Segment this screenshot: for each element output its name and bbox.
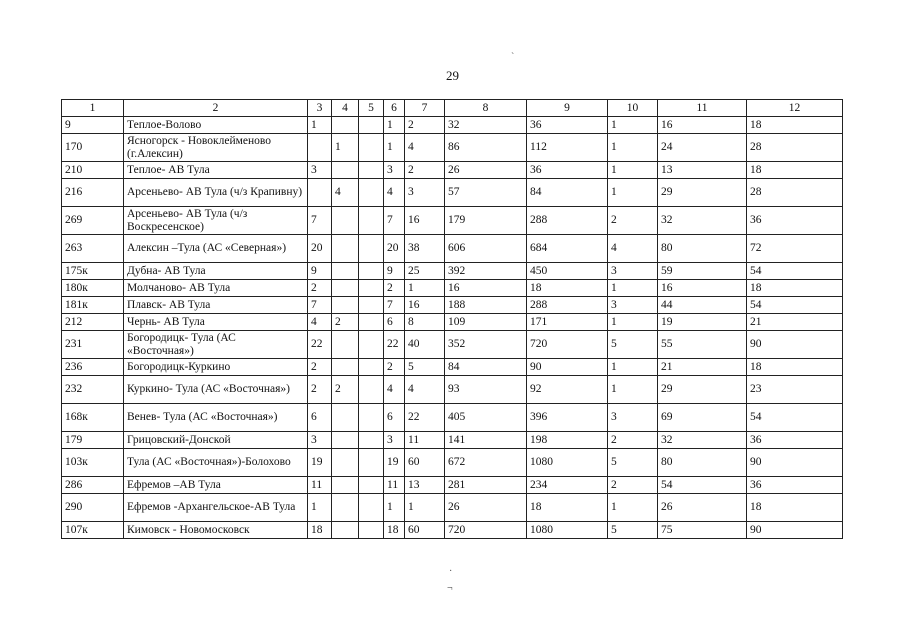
value-cell-col-8: 86 bbox=[445, 134, 527, 162]
table-row bbox=[62, 280, 843, 297]
value-cell-col-3: 1 bbox=[308, 494, 332, 522]
value-cell-col-5 bbox=[359, 522, 384, 539]
value-cell-col-12: 54 bbox=[747, 404, 843, 432]
value-cell-col-4 bbox=[332, 117, 359, 134]
value-cell-col-6: 7 bbox=[384, 297, 405, 314]
value-cell-col-10: 1 bbox=[608, 494, 658, 522]
table-row bbox=[62, 134, 843, 162]
value-cell-col-12: 72 bbox=[747, 235, 843, 263]
route-number-cell: 170 bbox=[62, 134, 124, 162]
value-cell-col-9: 171 bbox=[527, 314, 608, 331]
value-cell-col-12: 28 bbox=[747, 179, 843, 207]
value-cell-col-8: 188 bbox=[445, 297, 527, 314]
value-cell-col-8: 141 bbox=[445, 432, 527, 449]
value-cell-col-9: 396 bbox=[527, 404, 608, 432]
value-cell-col-6: 9 bbox=[384, 263, 405, 280]
value-cell-col-5 bbox=[359, 117, 384, 134]
value-cell-col-10: 5 bbox=[608, 522, 658, 539]
column-header-12: 12 bbox=[747, 100, 843, 117]
value-cell-col-8: 16 bbox=[445, 280, 527, 297]
value-cell-col-5 bbox=[359, 432, 384, 449]
table-row bbox=[62, 449, 843, 477]
scan-mark-top: ` bbox=[511, 52, 515, 63]
route-number-cell: 181к bbox=[62, 297, 124, 314]
value-cell-col-12: 90 bbox=[747, 522, 843, 539]
value-cell-col-4 bbox=[332, 477, 359, 494]
value-cell-col-6: 11 bbox=[384, 477, 405, 494]
value-cell-col-7: 60 bbox=[405, 522, 445, 539]
value-cell-col-9: 234 bbox=[527, 477, 608, 494]
table-row bbox=[62, 162, 843, 179]
value-cell-col-5 bbox=[359, 280, 384, 297]
value-cell-col-9: 18 bbox=[527, 280, 608, 297]
value-cell-col-10: 1 bbox=[608, 314, 658, 331]
value-cell-col-12: 90 bbox=[747, 331, 843, 359]
value-cell-col-4 bbox=[332, 297, 359, 314]
value-cell-col-12: 23 bbox=[747, 376, 843, 404]
value-cell-col-10: 3 bbox=[608, 297, 658, 314]
route-number-cell: 9 bbox=[62, 117, 124, 134]
value-cell-col-11: 55 bbox=[658, 331, 747, 359]
value-cell-col-4 bbox=[332, 404, 359, 432]
value-cell-col-9: 198 bbox=[527, 432, 608, 449]
column-header-6: 6 bbox=[384, 100, 405, 117]
value-cell-col-9: 684 bbox=[527, 235, 608, 263]
value-cell-col-6: 20 bbox=[384, 235, 405, 263]
value-cell-col-6: 1 bbox=[384, 117, 405, 134]
value-cell-col-3: 7 bbox=[308, 297, 332, 314]
value-cell-col-11: 21 bbox=[658, 359, 747, 376]
value-cell-col-5 bbox=[359, 162, 384, 179]
route-number-cell: 286 bbox=[62, 477, 124, 494]
value-cell-col-4 bbox=[332, 432, 359, 449]
table-header bbox=[62, 100, 843, 117]
route-number-cell: 179 bbox=[62, 432, 124, 449]
value-cell-col-3: 2 bbox=[308, 359, 332, 376]
value-cell-col-12: 36 bbox=[747, 477, 843, 494]
value-cell-col-11: 13 bbox=[658, 162, 747, 179]
table-row bbox=[62, 404, 843, 432]
value-cell-col-10: 1 bbox=[608, 280, 658, 297]
route-name-cell: Плавск- АВ Тула bbox=[124, 297, 308, 314]
value-cell-col-11: 32 bbox=[658, 207, 747, 235]
value-cell-col-4 bbox=[332, 522, 359, 539]
table-row bbox=[62, 359, 843, 376]
value-cell-col-5 bbox=[359, 477, 384, 494]
column-header-7: 7 bbox=[405, 100, 445, 117]
route-number-cell: 168к bbox=[62, 404, 124, 432]
table-row bbox=[62, 376, 843, 404]
value-cell-col-12: 28 bbox=[747, 134, 843, 162]
column-header-1: 1 bbox=[62, 100, 124, 117]
value-cell-col-8: 672 bbox=[445, 449, 527, 477]
value-cell-col-10: 1 bbox=[608, 134, 658, 162]
value-cell-col-11: 44 bbox=[658, 297, 747, 314]
value-cell-col-11: 29 bbox=[658, 179, 747, 207]
value-cell-col-5 bbox=[359, 404, 384, 432]
table-row bbox=[62, 235, 843, 263]
value-cell-col-7: 60 bbox=[405, 449, 445, 477]
route-number-cell: 103к bbox=[62, 449, 124, 477]
value-cell-col-7: 5 bbox=[405, 359, 445, 376]
value-cell-col-5 bbox=[359, 376, 384, 404]
value-cell-col-5 bbox=[359, 359, 384, 376]
value-cell-col-11: 29 bbox=[658, 376, 747, 404]
value-cell-col-9: 90 bbox=[527, 359, 608, 376]
route-name-cell: Ефремов –АВ Тула bbox=[124, 477, 308, 494]
value-cell-col-6: 22 bbox=[384, 331, 405, 359]
route-number-cell: 175к bbox=[62, 263, 124, 280]
value-cell-col-8: 84 bbox=[445, 359, 527, 376]
value-cell-col-4: 4 bbox=[332, 179, 359, 207]
value-cell-col-9: 112 bbox=[527, 134, 608, 162]
route-name-cell: Теплое- АВ Тула bbox=[124, 162, 308, 179]
value-cell-col-12: 18 bbox=[747, 162, 843, 179]
route-name-cell: Ясногорск - Новоклейменово (г.Алексин) bbox=[124, 134, 308, 162]
value-cell-col-8: 352 bbox=[445, 331, 527, 359]
value-cell-col-3 bbox=[308, 134, 332, 162]
column-header-2: 2 bbox=[124, 100, 308, 117]
table-body bbox=[62, 117, 843, 539]
value-cell-col-4 bbox=[332, 207, 359, 235]
table-row bbox=[62, 494, 843, 522]
value-cell-col-11: 19 bbox=[658, 314, 747, 331]
route-name-cell: Дубна- АВ Тула bbox=[124, 263, 308, 280]
value-cell-col-8: 179 bbox=[445, 207, 527, 235]
value-cell-col-4 bbox=[332, 235, 359, 263]
value-cell-col-11: 16 bbox=[658, 280, 747, 297]
value-cell-col-3: 20 bbox=[308, 235, 332, 263]
value-cell-col-12: 18 bbox=[747, 359, 843, 376]
value-cell-col-8: 57 bbox=[445, 179, 527, 207]
route-name-cell: Куркино- Тула (АС «Восточная») bbox=[124, 376, 308, 404]
table-row bbox=[62, 263, 843, 280]
value-cell-col-6: 2 bbox=[384, 359, 405, 376]
value-cell-col-8: 109 bbox=[445, 314, 527, 331]
value-cell-col-7: 25 bbox=[405, 263, 445, 280]
table-row bbox=[62, 477, 843, 494]
value-cell-col-11: 59 bbox=[658, 263, 747, 280]
value-cell-col-6: 3 bbox=[384, 162, 405, 179]
value-cell-col-12: 54 bbox=[747, 263, 843, 280]
value-cell-col-11: 54 bbox=[658, 477, 747, 494]
value-cell-col-8: 281 bbox=[445, 477, 527, 494]
route-number-cell: 107к bbox=[62, 522, 124, 539]
scan-mark-bottom-1: · bbox=[449, 566, 453, 577]
value-cell-col-10: 5 bbox=[608, 449, 658, 477]
value-cell-col-9: 1080 bbox=[527, 449, 608, 477]
value-cell-col-3: 6 bbox=[308, 404, 332, 432]
column-header-5: 5 bbox=[359, 100, 384, 117]
value-cell-col-6: 1 bbox=[384, 134, 405, 162]
table-row bbox=[62, 297, 843, 314]
value-cell-col-7: 4 bbox=[405, 376, 445, 404]
page-number: 29 bbox=[446, 68, 459, 83]
value-cell-col-5 bbox=[359, 134, 384, 162]
routes-table bbox=[61, 99, 843, 539]
value-cell-col-10: 3 bbox=[608, 404, 658, 432]
value-cell-col-5 bbox=[359, 297, 384, 314]
value-cell-col-5 bbox=[359, 314, 384, 331]
table-row bbox=[62, 179, 843, 207]
value-cell-col-3: 7 bbox=[308, 207, 332, 235]
value-cell-col-11: 69 bbox=[658, 404, 747, 432]
value-cell-col-6: 7 bbox=[384, 207, 405, 235]
value-cell-col-4 bbox=[332, 494, 359, 522]
value-cell-col-7: 38 bbox=[405, 235, 445, 263]
route-number-cell: 212 bbox=[62, 314, 124, 331]
value-cell-col-12: 54 bbox=[747, 297, 843, 314]
value-cell-col-11: 32 bbox=[658, 432, 747, 449]
value-cell-col-11: 75 bbox=[658, 522, 747, 539]
value-cell-col-8: 26 bbox=[445, 494, 527, 522]
value-cell-col-8: 392 bbox=[445, 263, 527, 280]
value-cell-col-7: 22 bbox=[405, 404, 445, 432]
value-cell-col-7: 8 bbox=[405, 314, 445, 331]
value-cell-col-4 bbox=[332, 359, 359, 376]
value-cell-col-6: 6 bbox=[384, 404, 405, 432]
value-cell-col-6: 6 bbox=[384, 314, 405, 331]
column-header-8: 8 bbox=[445, 100, 527, 117]
value-cell-col-4: 2 bbox=[332, 314, 359, 331]
value-cell-col-7: 11 bbox=[405, 432, 445, 449]
value-cell-col-9: 288 bbox=[527, 207, 608, 235]
route-number-cell: 231 bbox=[62, 331, 124, 359]
value-cell-col-7: 13 bbox=[405, 477, 445, 494]
value-cell-col-3: 4 bbox=[308, 314, 332, 331]
route-name-cell: Арсеньево- АВ Тула (ч/з Крапивну) bbox=[124, 179, 308, 207]
value-cell-col-6: 1 bbox=[384, 494, 405, 522]
table-row bbox=[62, 432, 843, 449]
value-cell-col-7: 16 bbox=[405, 297, 445, 314]
value-cell-col-4 bbox=[332, 263, 359, 280]
value-cell-col-5 bbox=[359, 207, 384, 235]
value-cell-col-11: 80 bbox=[658, 235, 747, 263]
value-cell-col-9: 36 bbox=[527, 162, 608, 179]
value-cell-col-10: 1 bbox=[608, 376, 658, 404]
value-cell-col-7: 1 bbox=[405, 494, 445, 522]
table-row bbox=[62, 117, 843, 134]
value-cell-col-8: 405 bbox=[445, 404, 527, 432]
value-cell-col-10: 2 bbox=[608, 432, 658, 449]
value-cell-col-8: 32 bbox=[445, 117, 527, 134]
value-cell-col-3: 2 bbox=[308, 376, 332, 404]
value-cell-col-8: 93 bbox=[445, 376, 527, 404]
route-number-cell: 236 bbox=[62, 359, 124, 376]
route-name-cell: Теплое-Волово bbox=[124, 117, 308, 134]
value-cell-col-6: 19 bbox=[384, 449, 405, 477]
value-cell-col-7: 16 bbox=[405, 207, 445, 235]
value-cell-col-4: 1 bbox=[332, 134, 359, 162]
route-name-cell: Арсеньево- АВ Тула (ч/з Воскресенское) bbox=[124, 207, 308, 235]
value-cell-col-7: 40 bbox=[405, 331, 445, 359]
route-name-cell: Ефремов -Архангельское-АВ Тула bbox=[124, 494, 308, 522]
column-header-10: 10 bbox=[608, 100, 658, 117]
value-cell-col-4 bbox=[332, 162, 359, 179]
value-cell-col-3: 3 bbox=[308, 162, 332, 179]
table-row bbox=[62, 314, 843, 331]
value-cell-col-5 bbox=[359, 331, 384, 359]
value-cell-col-8: 26 bbox=[445, 162, 527, 179]
value-cell-col-9: 36 bbox=[527, 117, 608, 134]
value-cell-col-10: 1 bbox=[608, 359, 658, 376]
value-cell-col-11: 80 bbox=[658, 449, 747, 477]
value-cell-col-7: 2 bbox=[405, 162, 445, 179]
value-cell-col-12: 21 bbox=[747, 314, 843, 331]
value-cell-col-10: 2 bbox=[608, 477, 658, 494]
column-header-9: 9 bbox=[527, 100, 608, 117]
value-cell-col-7: 2 bbox=[405, 117, 445, 134]
route-number-cell: 180к bbox=[62, 280, 124, 297]
value-cell-col-9: 18 bbox=[527, 494, 608, 522]
value-cell-col-3: 11 bbox=[308, 477, 332, 494]
route-name-cell: Богородицк- Тула (АС «Восточная») bbox=[124, 331, 308, 359]
route-name-cell: Грицовский-Донской bbox=[124, 432, 308, 449]
route-number-cell: 232 bbox=[62, 376, 124, 404]
value-cell-col-3: 1 bbox=[308, 117, 332, 134]
value-cell-col-3 bbox=[308, 179, 332, 207]
route-name-cell: Чернь- АВ Тула bbox=[124, 314, 308, 331]
value-cell-col-12: 18 bbox=[747, 117, 843, 134]
value-cell-col-11: 26 bbox=[658, 494, 747, 522]
value-cell-col-4 bbox=[332, 331, 359, 359]
table-row bbox=[62, 522, 843, 539]
value-cell-col-10: 2 bbox=[608, 207, 658, 235]
value-cell-col-5 bbox=[359, 179, 384, 207]
value-cell-col-8: 606 bbox=[445, 235, 527, 263]
value-cell-col-5 bbox=[359, 449, 384, 477]
column-header-4: 4 bbox=[332, 100, 359, 117]
value-cell-col-3: 3 bbox=[308, 432, 332, 449]
route-number-cell: 216 bbox=[62, 179, 124, 207]
value-cell-col-4 bbox=[332, 280, 359, 297]
value-cell-col-9: 450 bbox=[527, 263, 608, 280]
value-cell-col-6: 2 bbox=[384, 280, 405, 297]
value-cell-col-5 bbox=[359, 494, 384, 522]
value-cell-col-7: 1 bbox=[405, 280, 445, 297]
value-cell-col-12: 36 bbox=[747, 207, 843, 235]
value-cell-col-11: 24 bbox=[658, 134, 747, 162]
route-number-cell: 290 bbox=[62, 494, 124, 522]
column-header-11: 11 bbox=[658, 100, 747, 117]
value-cell-col-3: 18 bbox=[308, 522, 332, 539]
value-cell-col-12: 18 bbox=[747, 494, 843, 522]
value-cell-col-9: 288 bbox=[527, 297, 608, 314]
value-cell-col-3: 2 bbox=[308, 280, 332, 297]
route-name-cell: Молчаново- АВ Тула bbox=[124, 280, 308, 297]
value-cell-col-4 bbox=[332, 449, 359, 477]
value-cell-col-6: 3 bbox=[384, 432, 405, 449]
value-cell-col-10: 1 bbox=[608, 162, 658, 179]
value-cell-col-3: 9 bbox=[308, 263, 332, 280]
value-cell-col-9: 92 bbox=[527, 376, 608, 404]
value-cell-col-5 bbox=[359, 263, 384, 280]
value-cell-col-12: 18 bbox=[747, 280, 843, 297]
value-cell-col-3: 22 bbox=[308, 331, 332, 359]
column-header-3: 3 bbox=[308, 100, 332, 117]
value-cell-col-10: 5 bbox=[608, 331, 658, 359]
route-number-cell: 263 bbox=[62, 235, 124, 263]
route-name-cell: Кимовск - Новомосковск bbox=[124, 522, 308, 539]
value-cell-col-12: 90 bbox=[747, 449, 843, 477]
route-number-cell: 269 bbox=[62, 207, 124, 235]
route-name-cell: Тула (АС «Восточная»)-Болохово bbox=[124, 449, 308, 477]
value-cell-col-6: 4 bbox=[384, 179, 405, 207]
table-row bbox=[62, 331, 843, 359]
value-cell-col-10: 4 bbox=[608, 235, 658, 263]
value-cell-col-6: 4 bbox=[384, 376, 405, 404]
value-cell-col-11: 16 bbox=[658, 117, 747, 134]
table-row bbox=[62, 207, 843, 235]
value-cell-col-10: 3 bbox=[608, 263, 658, 280]
value-cell-col-5 bbox=[359, 235, 384, 263]
value-cell-col-9: 720 bbox=[527, 331, 608, 359]
value-cell-col-10: 1 bbox=[608, 117, 658, 134]
value-cell-col-12: 36 bbox=[747, 432, 843, 449]
value-cell-col-4: 2 bbox=[332, 376, 359, 404]
value-cell-col-7: 4 bbox=[405, 134, 445, 162]
route-name-cell: Богородицк-Куркино bbox=[124, 359, 308, 376]
route-number-cell: 210 bbox=[62, 162, 124, 179]
value-cell-col-7: 3 bbox=[405, 179, 445, 207]
value-cell-col-3: 19 bbox=[308, 449, 332, 477]
value-cell-col-6: 18 bbox=[384, 522, 405, 539]
value-cell-col-8: 720 bbox=[445, 522, 527, 539]
value-cell-col-10: 1 bbox=[608, 179, 658, 207]
value-cell-col-9: 84 bbox=[527, 179, 608, 207]
header-row bbox=[62, 100, 843, 117]
scan-mark-bottom-2: ¬ bbox=[447, 583, 453, 594]
value-cell-col-9: 1080 bbox=[527, 522, 608, 539]
route-name-cell: Алексин –Тула (АС «Северная») bbox=[124, 235, 308, 263]
route-name-cell: Венев- Тула (АС «Восточная») bbox=[124, 404, 308, 432]
